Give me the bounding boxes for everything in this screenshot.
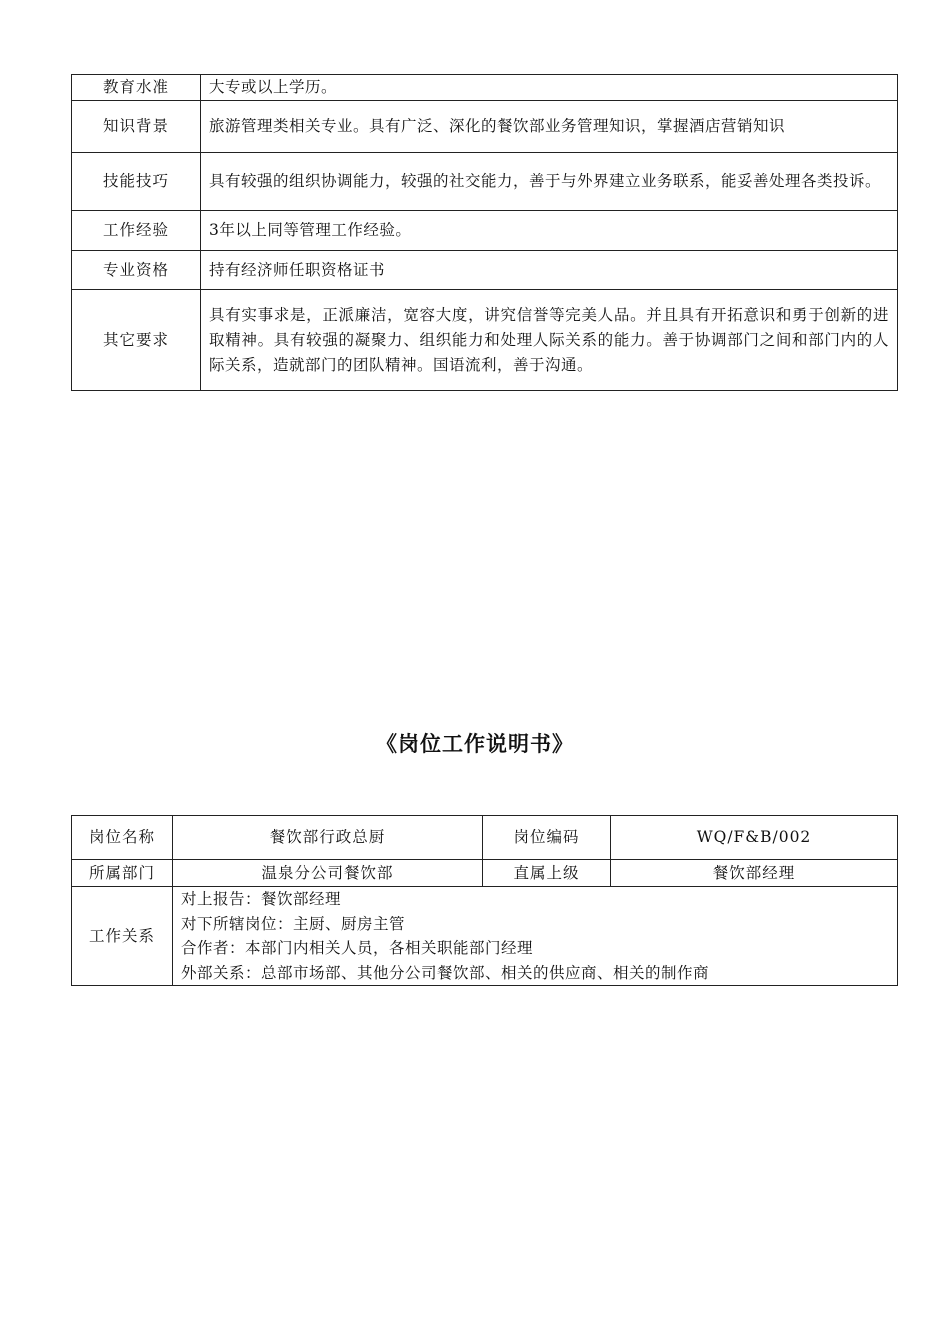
experience-label: 工作经验 (72, 211, 201, 251)
table-row (72, 887, 898, 986)
document-title: 《岗位工作说明书》 (376, 731, 574, 756)
position-name-label: 岗位名称 (72, 816, 173, 860)
position-code-label: 岗位编码 (483, 816, 611, 860)
supervisor-value: 餐饮部经理 (611, 860, 898, 887)
table-row (72, 816, 898, 860)
table-row (72, 290, 898, 391)
skills-label: 技能技巧 (72, 153, 201, 211)
external-relations-line: 外部关系：总部市场部、其他分公司餐饮部、相关的供应商、相关的制作商 (181, 963, 710, 982)
skills-value: 具有较强的组织协调能力，较强的社交能力，善于与外界建立业务联系，能妥善处理各类投诉。 (201, 153, 898, 211)
report-to-line: 对上报告：餐饮部经理 (181, 890, 342, 908)
position-code-value: WQ/F&B/002 (611, 816, 898, 860)
qualification-label: 专业资格 (72, 251, 201, 290)
collaborators-line: 合作者：本部门内相关人员，各相关职能部门经理 (181, 939, 534, 957)
table-row (72, 251, 898, 290)
position-name-value: 餐饮部行政总厨 (173, 816, 483, 860)
table-row (72, 153, 898, 211)
requirements-table (71, 74, 898, 391)
table-row (72, 860, 898, 887)
other-requirements-value: 具有实事求是，正派廉洁，宽容大度，讲究信誉等完美人品。并且具有开拓意识和勇于创新的进取精神。具有较强的凝聚力、组织能力和处理人际关系的能力。善于协调部门之间和部门内的人际关系，造就部门的团队精神。国语流利，善于沟通。 (201, 290, 898, 391)
table-row (72, 75, 898, 101)
relations-cell (173, 887, 898, 986)
position-info-table (71, 815, 898, 986)
experience-value: 3年以上同等管理工作经验。 (201, 211, 898, 251)
knowledge-value: 旅游管理类相关专业。具有广泛、深化的餐饮部业务管理知识，掌握酒店营销知识 (201, 101, 898, 153)
supervisor-label: 直属上级 (483, 860, 611, 887)
education-value: 大专或以上学历。 (201, 75, 898, 101)
table-row (72, 101, 898, 153)
department-label: 所属部门 (72, 860, 173, 887)
knowledge-label: 知识背景 (72, 101, 201, 153)
qualification-value: 持有经济师任职资格证书 (201, 251, 898, 290)
table-row (72, 211, 898, 251)
subordinates-line: 对下所辖岗位：主厨、厨房主管 (181, 914, 406, 933)
other-requirements-label: 其它要求 (72, 290, 201, 391)
relations-label: 工作关系 (72, 887, 173, 986)
education-label: 教育水准 (72, 75, 201, 101)
department-value: 温泉分公司餐饮部 (173, 860, 483, 887)
